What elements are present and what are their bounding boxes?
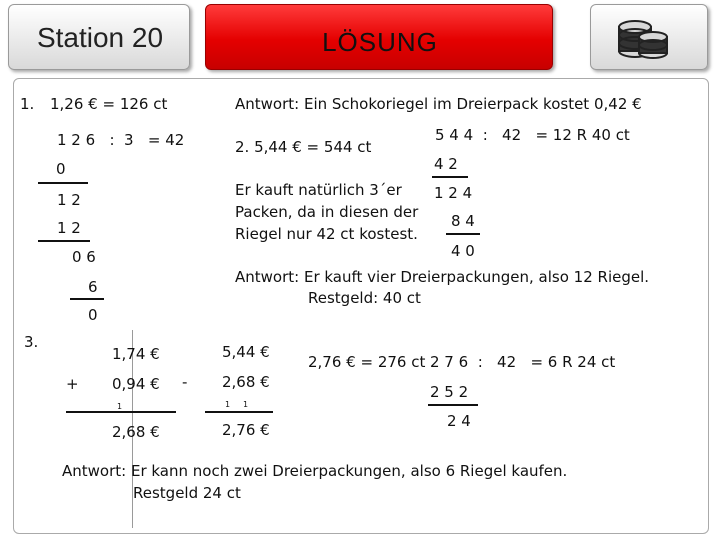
task3-add-a: 1,74 € — [112, 345, 160, 363]
loesung-header — [205, 4, 553, 70]
task2-conversion: 2. 5,44 € = 544 ct — [235, 138, 372, 156]
task2-rule — [446, 233, 480, 235]
task2-rule — [432, 176, 468, 178]
task2-step: 4 2 — [434, 155, 458, 173]
task2-step: 1 2 4 — [434, 184, 473, 202]
task1-step: 6 — [88, 278, 98, 296]
task3-conversion: 2,76 € = 276 ct — [308, 353, 426, 371]
task1-division: 1 2 6 : 3 = 42 — [57, 131, 185, 149]
task3-answer-line: Restgeld 24 ct — [133, 484, 241, 502]
station-header — [8, 4, 190, 70]
task1-rule — [38, 240, 90, 242]
task2-answer-line: Antwort: Er kauft vier Dreierpackungen, also 12 Riegel. — [235, 268, 650, 286]
task3-rule — [428, 404, 478, 406]
task3-division: 2 7 6 : 42 = 6 R 24 ct — [430, 353, 616, 371]
task2-reason-line: Riegel nur 42 ct kostest. — [235, 225, 418, 243]
task3-add-b: 0,94 € — [112, 375, 160, 393]
task3-answer-line: Antwort: Er kann noch zwei Dreierpackungen, also 6 Riegel kaufen. — [62, 462, 568, 480]
coin-header — [590, 4, 708, 70]
task3-add-rule — [66, 411, 176, 413]
task1-answer: Antwort: Ein Schokoriegel im Dreierpack kostet 0,42 € — [235, 95, 642, 113]
loesung-title: LÖSUNG — [322, 27, 438, 57]
task1-rule — [38, 182, 88, 184]
task2-reason-line: Packen, da in diesen der — [235, 203, 419, 221]
task1-step: 1 2 — [57, 191, 81, 209]
task1-conversion: 1,26 € = 126 ct — [50, 95, 168, 113]
task3-add-carry: 1 — [117, 402, 123, 411]
task3-sub-b: 2,68 € — [222, 373, 270, 391]
coins-icon — [591, 5, 709, 71]
task2-reason-line: Er kauft natürlich 3´er — [235, 181, 402, 199]
task1-number: 1. — [20, 95, 35, 113]
task3-step: 2 4 — [447, 412, 471, 430]
task3-sub-carry: 1 — [243, 400, 249, 409]
task1-step: 1 2 — [57, 219, 81, 237]
task3-sub-result: 2,76 € — [222, 421, 270, 439]
task1-step: 0 6 — [72, 248, 96, 266]
task2-division: 5 4 4 : 42 = 12 R 40 ct — [435, 126, 630, 144]
task3-sub-rule — [205, 411, 273, 413]
task3-add-result: 2,68 € — [112, 423, 160, 441]
task2-step: 8 4 — [451, 212, 475, 230]
task3-sub-carry: 1 — [225, 400, 231, 409]
task1-step: 0 — [56, 160, 66, 178]
task1-step: 0 — [88, 306, 98, 324]
task2-step: 4 0 — [451, 242, 475, 260]
task3-sub-op: - — [182, 373, 188, 391]
task1-rule — [70, 298, 104, 300]
task3-sub-a: 5,44 € — [222, 343, 270, 361]
task3-number: 3. — [24, 333, 39, 351]
station-title: Station 20 — [36, 22, 164, 53]
task3-add-op: + — [66, 375, 79, 393]
task2-answer-line: Restgeld: 40 ct — [308, 289, 421, 307]
task3-step: 2 5 2 — [430, 383, 469, 401]
